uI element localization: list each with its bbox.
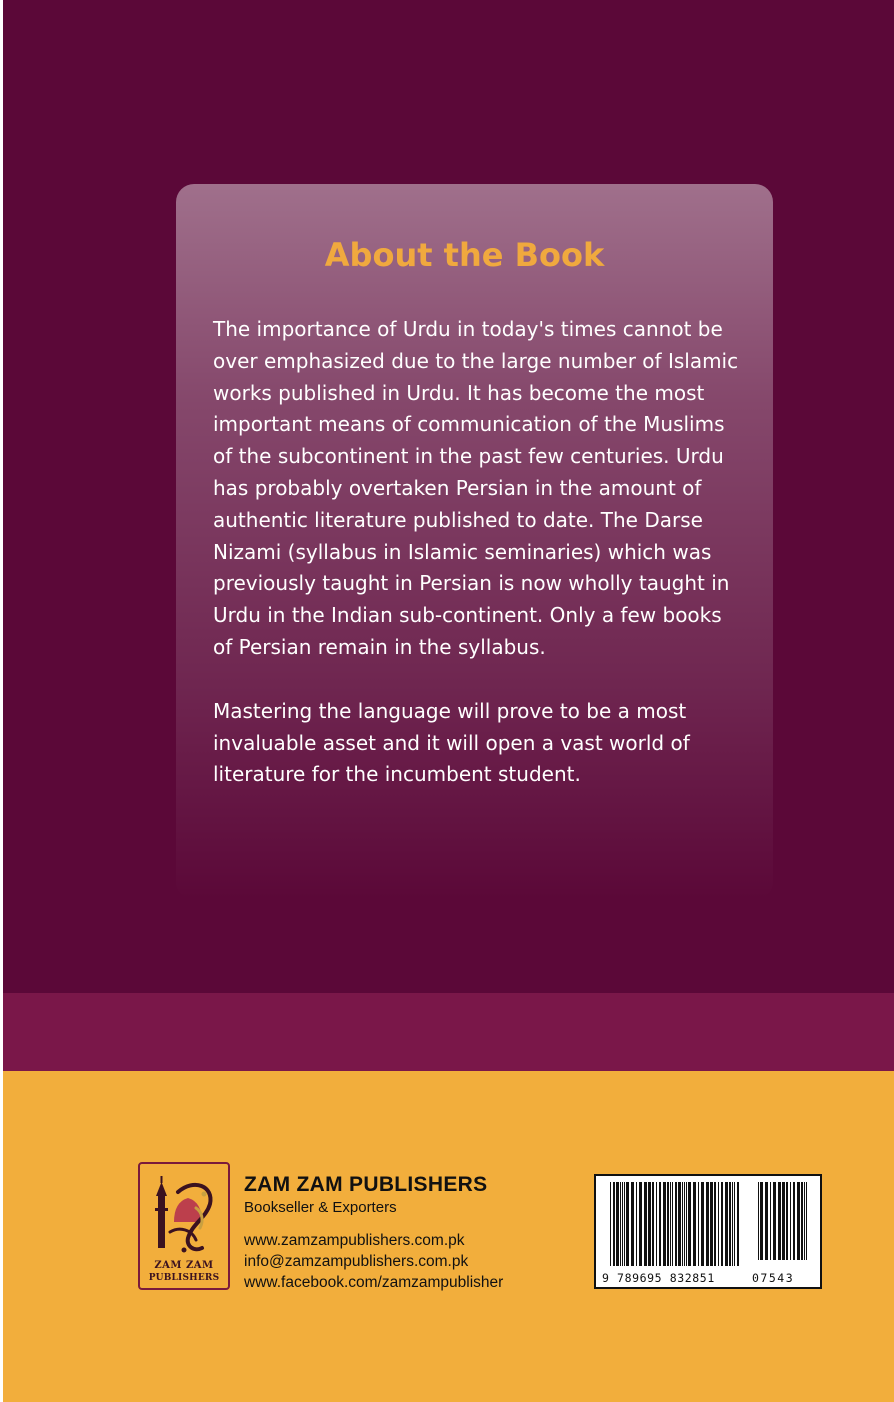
publisher-logo — [138, 1162, 230, 1290]
barcode-bar — [663, 1182, 666, 1266]
barcode-bar — [806, 1182, 807, 1260]
barcode-bar — [639, 1182, 642, 1266]
about-panel — [176, 184, 773, 900]
publisher-info — [244, 1172, 584, 1293]
barcode-bar — [686, 1182, 687, 1266]
publisher-facebook: www.facebook.com/zamzampublisher — [244, 1274, 504, 1291]
barcode-bar — [801, 1182, 803, 1260]
barcode-bar — [793, 1182, 795, 1260]
barcode-bar — [710, 1182, 713, 1266]
barcode-bar — [613, 1182, 615, 1266]
barcode-bar — [718, 1182, 719, 1266]
barcode-bar — [620, 1182, 621, 1266]
barcode-bar — [778, 1182, 781, 1260]
barcode-bar — [624, 1182, 625, 1266]
logo-text-zamzam: ZAM ZAM — [154, 1260, 214, 1271]
barcode-bar — [701, 1182, 704, 1266]
book-back-cover — [3, 0, 894, 1402]
barcode-bar — [725, 1182, 728, 1266]
barcode-isbn-digits: 9 789695 832851 — [602, 1271, 715, 1285]
barcode-bar — [622, 1182, 623, 1266]
barcode-bar — [626, 1182, 629, 1266]
about-paragraph-2: Mastering the language will prove to be a most invaluable asset and it will open a vast world of literature for the incumbent student. — [213, 698, 690, 787]
barcode-bar — [721, 1182, 723, 1266]
barcode-addon-digits: 07543 — [752, 1271, 795, 1285]
barcode-bar — [631, 1182, 634, 1266]
barcode-bar — [675, 1182, 677, 1266]
barcode-bar — [678, 1182, 681, 1266]
barcode-bar — [688, 1182, 691, 1266]
barcode-bar — [682, 1182, 683, 1266]
barcode-bar — [706, 1182, 709, 1266]
barcode-bar — [734, 1182, 735, 1266]
barcode-bar — [693, 1182, 696, 1266]
barcode-bar — [616, 1182, 619, 1266]
barcode-bar — [786, 1182, 788, 1260]
barcode-bar — [765, 1182, 768, 1260]
barcode-bar — [667, 1182, 669, 1266]
barcode-bar — [773, 1182, 776, 1260]
barcode-bar — [804, 1182, 805, 1260]
barcode-bar — [760, 1182, 763, 1260]
barcode-bar — [656, 1182, 657, 1266]
barcode-bar — [684, 1182, 685, 1266]
barcode-bar — [698, 1182, 699, 1266]
barcode-bar — [737, 1182, 739, 1266]
about-title: About the Book — [324, 236, 605, 274]
barcode-bar — [790, 1182, 791, 1260]
barcode-bar — [782, 1182, 785, 1260]
barcode-bar — [644, 1182, 647, 1266]
barcode-bar — [797, 1182, 800, 1260]
barcode-bar — [758, 1182, 759, 1260]
barcode-bar — [610, 1182, 611, 1266]
barcode-bar — [670, 1182, 671, 1266]
about-paragraph-1: The importance of Urdu in today's times cannot be over emphasized due to the large number of Islamic works published in Urdu. It has become the most important means of communication of the Muslims of the subcontinent in the past few centuries. Urdu has probably overtaken Persian in the amount of authentic literature published to date. The Darse Nizami (syllabus in Islamic seminaries) which was previously taught in Persian is now wholly taught in Urdu in the Indian sub-continent. Only a few books of Persian remain in the syllabus. — [213, 317, 739, 659]
publisher-website: www.zamzampublishers.com.pk — [244, 1232, 465, 1249]
barcode-bar — [732, 1182, 733, 1266]
publisher-tagline: Bookseller & Exporters — [244, 1199, 397, 1216]
logo-text-publishers: PUBLISHERS — [148, 1273, 220, 1283]
barcode-bars — [602, 1182, 814, 1270]
barcode-bar — [652, 1182, 654, 1266]
mosque-calligraphy-icon — [144, 1168, 224, 1260]
publisher-email: info@zamzampublishers.com.pk — [244, 1253, 469, 1270]
about-body — [213, 314, 758, 823]
barcode-bar — [659, 1182, 661, 1266]
middle-magenta-band — [3, 993, 894, 1071]
barcode-bar — [672, 1182, 673, 1266]
barcode-bar — [648, 1182, 651, 1266]
barcode-bar — [770, 1182, 771, 1260]
barcode-bar — [729, 1182, 731, 1266]
publisher-name: ZAM ZAM PUBLISHERS — [244, 1173, 488, 1196]
isbn-barcode — [594, 1174, 822, 1289]
barcode-bar — [714, 1182, 716, 1266]
barcode-bar — [636, 1182, 637, 1266]
